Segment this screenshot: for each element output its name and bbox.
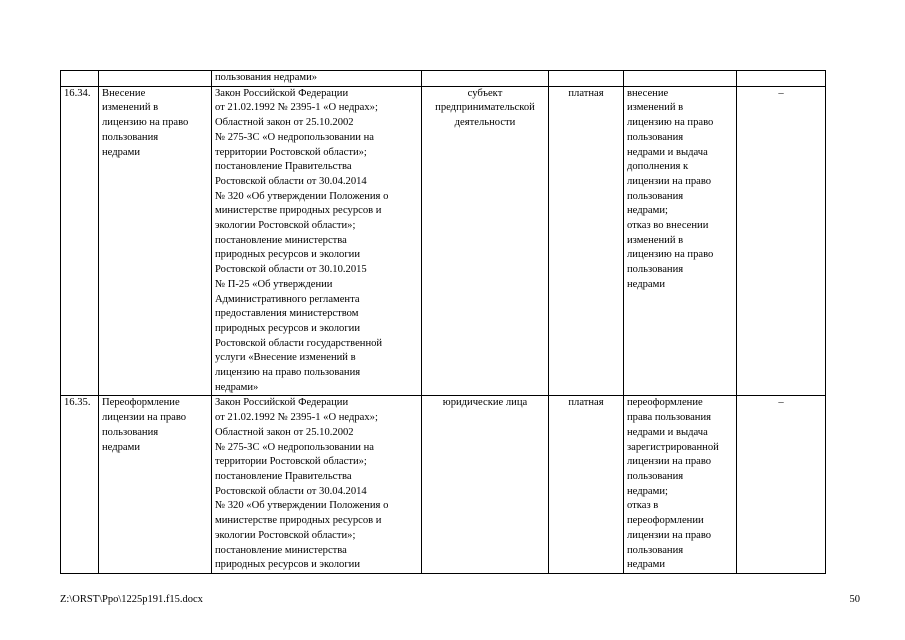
text-line: пользования недрами» [215,72,318,83]
text-line: от 21.02.1992 № 2395-1 «О недрах»; [215,102,378,114]
text-line: недрами [627,278,665,290]
text-line: отказ во внесении [627,220,709,232]
cell-legal-basis [212,396,422,573]
table-row [61,86,826,396]
cell-number: 16.35. [61,396,99,573]
cell-term [737,71,826,87]
text-line: экологии Ростовской области»; [215,220,356,232]
text-line: экологии Ростовской области»; [215,529,356,541]
text-line: зарегистрированной [627,441,719,453]
text-line: постановление Правительства [215,161,352,173]
text-line: министерстве природных ресурсов и [215,515,382,527]
text-line: внесение [627,87,669,99]
text-line: субъект [467,87,503,99]
cell-subject [422,396,549,573]
cell-name [99,396,212,573]
text-line: изменений в [627,102,684,114]
text-line: пользования [627,190,684,202]
cell-result [624,71,737,87]
text-line: пользования [627,131,684,143]
text-line: переоформлении [627,515,704,527]
text-line: лицензии на право [102,412,187,424]
text-line: недрами [627,559,665,571]
text-line: изменений в [627,234,684,246]
text-line: от 21.02.1992 № 2395-1 «О недрах»; [215,412,378,424]
text-line: лицензию на право [102,117,189,129]
text-line: природных ресурсов и экологии [215,249,361,261]
text-line: Ростовской области от 30.10.2015 [215,264,367,276]
text-line: Ростовской области от 30.04.2014 [215,175,367,187]
text-line: природных ресурсов и экологии [215,559,361,571]
text-line: дополнения к [627,161,689,173]
text-line: министерстве природных ресурсов и [215,205,382,217]
text-line: Ростовской области государственной [215,337,383,349]
text-line: лицензию на право [627,117,714,129]
text-line: лицензии на право [627,175,712,187]
text-line: пользования [102,426,159,438]
cell-subject [422,71,549,87]
cell-subject [422,86,549,396]
text-line: переоформление [627,397,703,409]
text-line: пользования [627,470,684,482]
text-line: Закон Российской Федерации [215,397,349,409]
text-line: недрами и выдача [627,146,708,158]
table-row [61,396,826,573]
text-line: постановление Правительства [215,470,352,482]
cell-result [624,396,737,573]
text-line: услуги «Внесение изменений в [215,352,356,364]
services-table [60,70,826,574]
text-line: лицензии на право [627,456,712,468]
text-line: недрами и выдача [627,426,708,438]
text-line: недрами [102,146,140,158]
text-line: Административного регламента [215,293,360,305]
cell-fee: платная [549,86,624,396]
footer-page-number: 50 [849,594,860,605]
text-line: недрами; [627,205,668,217]
text-line: недрами [102,441,140,453]
text-line: Переоформление [102,397,180,409]
cell-fee [549,71,624,87]
cell-legal-basis [212,71,422,87]
text-line: Областной закон от 25.10.2002 [215,426,354,438]
text-line: пользования [627,264,684,276]
text-line: № 275-ЗС «О недропользовании на [215,441,374,453]
cell-term: – [737,396,826,573]
text-line: постановление министерства [215,544,347,556]
cell-name [99,86,212,396]
text-line: лицензию на право [627,249,714,261]
text-line: недрами» [215,381,259,393]
cell-number [61,71,99,87]
text-line: права пользования [627,412,712,424]
cell-term: – [737,86,826,396]
text-line: недрами; [627,485,668,497]
text-line: № 320 «Об утверждении Положения о [215,500,389,512]
cell-name [99,71,212,87]
text-line: изменений в [102,102,159,114]
text-line: лицензии на право [627,529,712,541]
cell-number: 16.34. [61,86,99,396]
text-line: предпринимательской [435,102,535,114]
text-line: Ростовской области от 30.04.2014 [215,485,367,497]
text-line: Внесение [102,87,146,99]
text-line: юридические лица [442,397,528,409]
text-line: № П-25 «Об утверждении [215,278,333,290]
text-line: Областной закон от 25.10.2002 [215,117,354,129]
text-line: деятельности [454,117,516,129]
text-line: предоставления министерством [215,308,359,320]
footer-file-path: Z:\ORST\Ppo\1225p191.f15.docx [60,594,203,605]
cell-result [624,86,737,396]
text-line: № 320 «Об утверждении Положения о [215,190,389,202]
text-line: Закон Российской Федерации [215,87,349,99]
table-row-continuation [61,71,826,87]
text-line: территории Ростовской области»; [215,456,367,468]
text-line: пользования [102,131,159,143]
text-line: № 275-ЗС «О недропользовании на [215,131,374,143]
cell-fee: платная [549,396,624,573]
text-line: природных ресурсов и экологии [215,322,361,334]
text-line: территории Ростовской области»; [215,146,367,158]
cell-legal-basis [212,86,422,396]
text-line: отказ в [627,500,659,512]
text-line: постановление министерства [215,234,347,246]
text-line: лицензию на право пользования [215,367,361,379]
text-line: пользования [627,544,684,556]
